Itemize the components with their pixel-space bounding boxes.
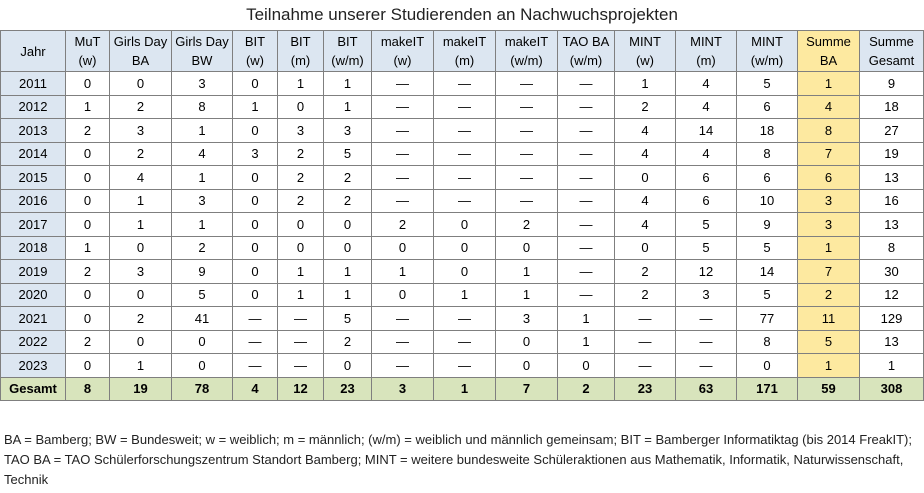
column-header-line: MINT [690,34,722,49]
table-cell: 7 [798,260,860,284]
table-cell: 1 [798,72,860,96]
total-row [1,377,924,400]
table-cell: 0 [278,95,324,119]
column-header-line: makeIT [442,34,487,49]
table-cell: 5 [676,236,737,260]
table-cell: 2 [278,189,324,213]
table-cell: — [558,189,615,213]
table-cell: — [496,142,558,166]
table-cell: 3 [324,119,372,143]
table-cell: 11 [798,307,860,331]
table-cell: — [558,95,615,119]
table-row [1,307,924,331]
column-header-line: (m) [454,53,475,68]
table-cell: 0 [233,189,278,213]
table-cell: — [372,142,434,166]
column-header [496,31,558,72]
table-cell: 0 [233,260,278,284]
table-cell: 3 [172,189,233,213]
column-header-line: MuT [74,34,101,49]
total-cell: 1 [434,377,496,400]
table-cell: 1 [110,213,172,237]
column-header [676,31,737,72]
table-cell: 0 [66,72,110,96]
table-cell: 13 [860,330,924,354]
column-header-line: Gesamt [868,53,915,68]
table-cell: 0 [615,236,676,260]
table-cell: 2 [278,166,324,190]
table-cell: — [233,330,278,354]
column-header-line: BIT [244,34,266,49]
table-cell: — [233,354,278,378]
column-header-line: BA [819,53,838,68]
table-cell: 1 [278,283,324,307]
table-cell: — [496,166,558,190]
table-cell: 0 [66,189,110,213]
table-cell: 12 [860,283,924,307]
column-header-line: makeIT [380,34,425,49]
table-cell: 13 [860,213,924,237]
table-cell: 0 [233,72,278,96]
table-row [1,330,924,354]
table-cell: — [372,189,434,213]
table-cell: 13 [860,166,924,190]
table-cell: 0 [110,330,172,354]
year-cell: 2023 [1,354,66,378]
table-cell: 4 [798,95,860,119]
table-cell: 4 [676,72,737,96]
table-cell: — [434,72,496,96]
table-cell: — [558,119,615,143]
column-header [860,31,924,72]
table-row [1,166,924,190]
column-header-line: BIT [290,34,311,49]
table-cell: — [558,236,615,260]
table-cell: 8 [737,142,798,166]
column-header [615,31,676,72]
table-cell: 3 [676,283,737,307]
table-cell: 2 [372,213,434,237]
table-cell: 2 [66,260,110,284]
table-cell: — [558,260,615,284]
table-cell: 0 [172,354,233,378]
table-cell: — [615,330,676,354]
column-header-line: BA [131,53,150,68]
column-header-line: BW [191,53,213,68]
total-label: Gesamt [1,377,66,400]
table-row [1,95,924,119]
table-cell: 2 [324,166,372,190]
table-cell: — [233,307,278,331]
total-cell: 171 [737,377,798,400]
table-cell: — [615,307,676,331]
total-cell: 63 [676,377,737,400]
table-cell: — [676,307,737,331]
table-cell: 0 [278,213,324,237]
table-cell: — [434,189,496,213]
column-header-line: TAO BA [562,34,610,49]
table-cell: 30 [860,260,924,284]
table-cell: 8 [860,236,924,260]
table-cell: 1 [233,95,278,119]
table-row [1,142,924,166]
total-cell: 4 [233,377,278,400]
table-cell: 14 [737,260,798,284]
table-cell: 9 [860,72,924,96]
table-cell: — [676,330,737,354]
column-header [372,31,434,72]
table-cell: — [372,119,434,143]
table-cell: 2 [110,95,172,119]
table-cell: 4 [615,119,676,143]
table-cell: 3 [172,72,233,96]
table-cell: 3 [110,119,172,143]
table-cell: — [434,142,496,166]
column-header-line: Girls Day [175,34,229,49]
table-cell: 0 [66,213,110,237]
table-cell: 2 [66,330,110,354]
table-cell: — [372,166,434,190]
table-cell: 1 [172,119,233,143]
table-cell: 5 [737,283,798,307]
total-cell: 308 [860,377,924,400]
table-cell: 0 [66,283,110,307]
table-cell: 1 [496,260,558,284]
year-cell: 2014 [1,142,66,166]
table-cell: — [372,354,434,378]
table-cell: 0 [434,236,496,260]
table-cell: 0 [372,283,434,307]
table-cell: 0 [496,330,558,354]
table-cell: 0 [434,260,496,284]
table-row [1,354,924,378]
table-cell: 14 [676,119,737,143]
table-cell: 3 [110,260,172,284]
table-cell: 5 [737,236,798,260]
table-cell: 0 [278,236,324,260]
table-cell: 6 [798,166,860,190]
table-cell: 9 [172,260,233,284]
table-row [1,119,924,143]
column-header [324,31,372,72]
column-header [1,31,66,72]
year-cell: 2022 [1,330,66,354]
table-cell: — [278,307,324,331]
column-header [434,31,496,72]
table-cell: 0 [737,354,798,378]
year-cell: 2015 [1,166,66,190]
table-cell: 3 [798,189,860,213]
table-cell: 0 [233,119,278,143]
table-cell: 1 [278,260,324,284]
table-cell: 10 [737,189,798,213]
year-cell: 2017 [1,213,66,237]
table-cell: 1 [615,72,676,96]
column-header-line: (w/m) [569,53,603,68]
table-cell: 3 [798,213,860,237]
table-row [1,236,924,260]
table-cell: 6 [676,166,737,190]
table-cell: 16 [860,189,924,213]
table-cell: 2 [496,213,558,237]
table-cell: 2 [172,236,233,260]
table-cell: 4 [676,95,737,119]
table-cell: 3 [233,142,278,166]
column-header [278,31,324,72]
table-cell: 1 [278,72,324,96]
table-cell: 2 [615,260,676,284]
column-header-line: (w/m) [510,53,543,68]
table-cell: 3 [278,119,324,143]
column-header-line: Summe [869,34,914,49]
column-header [558,31,615,72]
column-header [110,31,172,72]
table-cell: 5 [737,72,798,96]
table-cell: 0 [324,354,372,378]
table-cell: — [372,95,434,119]
table-cell: 0 [558,354,615,378]
table-cell: — [558,72,615,96]
table-cell: 0 [233,283,278,307]
table-cell: — [496,72,558,96]
column-header [798,31,860,72]
table-cell: 6 [676,189,737,213]
table-cell: 6 [737,95,798,119]
table-row [1,189,924,213]
table-cell: 77 [737,307,798,331]
table-cell: 4 [615,213,676,237]
table-cell: 2 [615,95,676,119]
table-cell: 2 [110,307,172,331]
table-cell: — [434,119,496,143]
table-cell: 18 [860,95,924,119]
table-cell: 8 [737,330,798,354]
table-cell: 1 [324,260,372,284]
table-cell: 1 [66,236,110,260]
total-cell: 23 [324,377,372,400]
table-row [1,260,924,284]
total-cell: 12 [278,377,324,400]
table-cell: 27 [860,119,924,143]
table-cell: 6 [737,166,798,190]
table-cell: — [496,189,558,213]
total-cell: 8 [66,377,110,400]
table-cell: 0 [110,283,172,307]
column-header-line: (w) [393,53,412,68]
table-cell: 0 [110,236,172,260]
table-cell: 0 [66,307,110,331]
year-cell: 2019 [1,260,66,284]
year-cell: 2020 [1,283,66,307]
table-cell: — [496,95,558,119]
column-header-line: (w/m) [750,53,784,68]
table-cell: 2 [324,330,372,354]
table-cell: — [496,119,558,143]
column-header [66,31,110,72]
table-cell: — [558,166,615,190]
column-header-line: MINT [751,34,783,49]
column-header-line: BIT [337,34,358,49]
column-header-line: MINT [629,34,661,49]
column-header [233,31,278,72]
table-cell: 5 [324,142,372,166]
column-header-line: (m) [696,53,716,68]
table-cell: — [278,354,324,378]
table-cell: 1 [66,95,110,119]
table-cell: 3 [496,307,558,331]
table-cell: 5 [324,307,372,331]
participation-table [0,30,924,401]
year-cell: 2013 [1,119,66,143]
table-cell: 1 [558,330,615,354]
total-cell: 78 [172,377,233,400]
column-header [172,31,233,72]
year-cell: 2016 [1,189,66,213]
table-cell: — [372,307,434,331]
table-cell: 1 [172,213,233,237]
table-cell: — [278,330,324,354]
table-cell: 19 [860,142,924,166]
table-cell: 1 [860,354,924,378]
table-cell: 1 [172,166,233,190]
table-cell: 129 [860,307,924,331]
table-cell: 1 [324,283,372,307]
table-cell: 2 [324,189,372,213]
table-cell: — [676,354,737,378]
table-cell: 2 [615,283,676,307]
table-cell: — [372,330,434,354]
table-cell: 2 [110,142,172,166]
table-cell: — [558,283,615,307]
year-cell: 2012 [1,95,66,119]
table-cell: — [434,166,496,190]
table-cell: 0 [233,213,278,237]
table-cell: 1 [798,354,860,378]
table-cell: 5 [798,330,860,354]
table-cell: 0 [324,213,372,237]
year-cell: 2021 [1,307,66,331]
total-cell: 23 [615,377,676,400]
table-cell: 41 [172,307,233,331]
table-cell: 7 [798,142,860,166]
table-cell: 0 [233,236,278,260]
table-cell: 0 [66,142,110,166]
header-row [1,31,924,72]
table-cell: 0 [372,236,434,260]
table-cell: 0 [66,354,110,378]
table-cell: — [558,213,615,237]
column-header-line: (w) [78,53,97,68]
table-cell: 1 [496,283,558,307]
table-cell: 4 [615,189,676,213]
table-cell: 12 [676,260,737,284]
table-cell: 4 [110,166,172,190]
column-header [737,31,798,72]
table-cell: 1 [558,307,615,331]
table-body [1,72,924,378]
table-cell: 4 [676,142,737,166]
table-cell: 2 [66,119,110,143]
table-cell: 8 [172,95,233,119]
column-header-line: (w/m) [331,53,364,68]
column-header-line: (w) [635,53,655,68]
column-header-line: Summe [806,34,851,49]
total-cell: 19 [110,377,172,400]
table-cell: 0 [496,354,558,378]
table-cell: 9 [737,213,798,237]
year-cell: 2011 [1,72,66,96]
table-cell: 1 [372,260,434,284]
column-header-line: Girls Day [113,34,168,49]
table-cell: 0 [615,166,676,190]
total-cell: 3 [372,377,434,400]
table-cell: — [434,354,496,378]
table-cell: — [434,330,496,354]
table-cell: 2 [278,142,324,166]
table-cell: 0 [66,166,110,190]
table-cell: 0 [434,213,496,237]
table-cell: 8 [798,119,860,143]
table-cell: 1 [110,354,172,378]
total-cell: 7 [496,377,558,400]
table-cell: — [434,307,496,331]
table-cell: 0 [496,236,558,260]
column-header-line: (w) [245,53,265,68]
column-header-line: makeIT [504,34,549,49]
table-cell: 2 [798,283,860,307]
table-cell: 1 [324,72,372,96]
table-cell: 0 [172,330,233,354]
table-row [1,213,924,237]
table-cell: — [615,354,676,378]
table-cell: 1 [798,236,860,260]
table-cell: 1 [324,95,372,119]
table-cell: 0 [324,236,372,260]
table-cell: 4 [615,142,676,166]
table-cell: — [372,72,434,96]
table-cell: — [558,142,615,166]
table-cell: — [434,95,496,119]
legend-notes: BA = Bamberg; BW = Bundesweit; w = weiblich; m = männlich; (w/m) = weiblich und männlich gemeinsam; BIT = Bamberger Informatiktag (bis 2014 FreakIT); TAO BA = TAO Schülerforschungszentrum Standort Bamberg; MINT = weitere bundesweite Schüleraktionen aus Mathematik, Informatik, Naturwissenschaft, Technik [4,432,912,487]
table-row [1,283,924,307]
total-cell: 59 [798,377,860,400]
table-cell: 1 [434,283,496,307]
table-row [1,72,924,96]
table-cell: 0 [110,72,172,96]
year-cell: 2018 [1,236,66,260]
table-cell: 5 [172,283,233,307]
column-header-line: Jahr [20,43,46,59]
table-title: Teilnahme unserer Studierenden an Nachwuchsprojekten [246,5,678,24]
table-cell: 0 [233,166,278,190]
table-cell: 4 [172,142,233,166]
table-cell: 1 [110,189,172,213]
total-cell: 2 [558,377,615,400]
column-header-line: (m) [290,53,311,68]
table-cell: 18 [737,119,798,143]
table-cell: 5 [676,213,737,237]
